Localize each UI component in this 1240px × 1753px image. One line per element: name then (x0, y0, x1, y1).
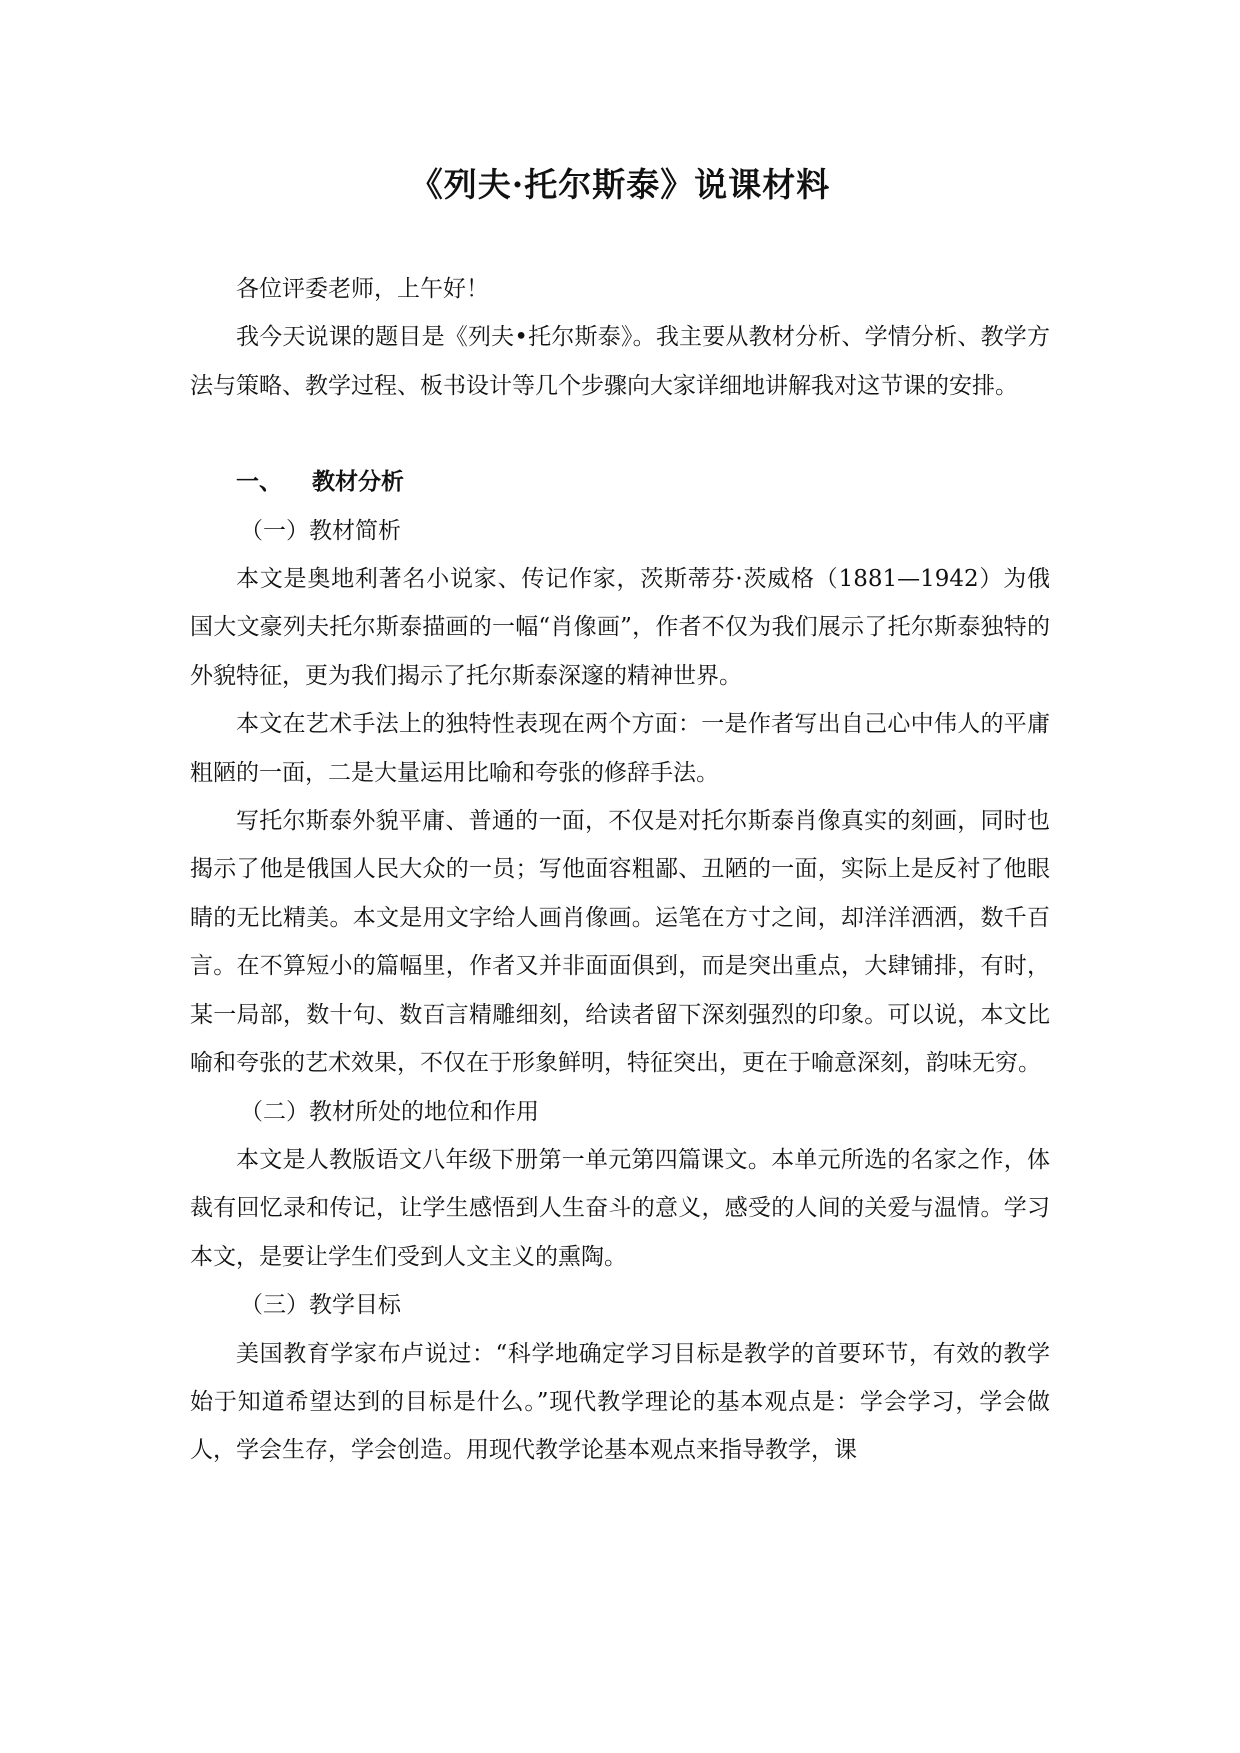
section-spacer (190, 410, 1050, 458)
body-paragraph: 写托尔斯泰外貌平庸、普通的一面，不仅是对托尔斯泰肖像真实的刻画，同时也揭示了他是俄国人民大众的一员；写他面容粗鄙、丑陋的一面，实际上是反衬了他眼睛的无比精美。本文是用文字给人画肖像画。运笔在方寸之间，却洋洋洒洒，数千百言。在不算短小的篇幅里，作者又并非面面俱到，而是突出重点，大肆铺排，有时，某一局部，数十句、数百言精雕细刻，给读者留下深刻强烈的印象。可以说，本文比喻和夸张的艺术效果，不仅在于形象鲜明，特征突出，更在于喻意深刻，韵味无穷。 (190, 808, 1050, 1077)
body-paragraph: 本文是人教版语文八年级下册第一单元第四篇课文。本单元所选的名家之作，体裁有回忆录和传记，让学生感悟到人生奋斗的意义，感受的人间的关爱与温情。学习本文，是要让学生们受到人文主义的熏陶。 (190, 1146, 1050, 1270)
subsection-heading: （一）教材简析 (240, 517, 401, 544)
section-heading (190, 458, 1050, 506)
subsection-heading: （三）教学目标 (240, 1292, 401, 1319)
greeting-paragraph: 各位评委老师，上午好！ (236, 276, 489, 302)
body-paragraph: 本文是奥地利著名小说家、传记作家，茨斯蒂芬·茨威格（1881—1942）为俄国大文豪列夫托尔斯泰描画的一幅“肖像画”，作者不仅为我们展示了托尔斯泰独特的外貌特征，更为我们揭示了托尔斯泰深邃的精神世界。 (190, 566, 1050, 689)
body-paragraph: 本文在艺术手法上的独特性表现在两个方面：一是作者写出自己心中伟人的平庸粗陋的一面，二是大量运用比喻和夸张的修辞手法。 (190, 711, 1050, 786)
section-title: 教材分析 (312, 468, 404, 496)
page-title: 《列夫·托尔斯泰》说课材料 (409, 165, 831, 204)
body-paragraph: 美国教育学家布卢说过：“科学地确定学习目标是教学的首要环节，有效的教学始于知道希望达到的目标是什么。”现代教学理论的基本观点是：学会学习，学会做人，学会生存，学会创造。用现代教学论基本观点来指导教学，课 (190, 1340, 1050, 1464)
document-body (190, 265, 1050, 1475)
document-page (190, 0, 1050, 1753)
subsection-heading: （二）教材所处的地位和作用 (240, 1098, 539, 1125)
intro-paragraph: 我今天说课的题目是《列夫•托尔斯泰》。我主要从教材分析、学情分析、教学方法与策略、教学过程、板书设计等几个步骤向大家详细地讲解我对这节课的安排。 (190, 324, 1050, 399)
section-number: 一、 (236, 468, 282, 496)
